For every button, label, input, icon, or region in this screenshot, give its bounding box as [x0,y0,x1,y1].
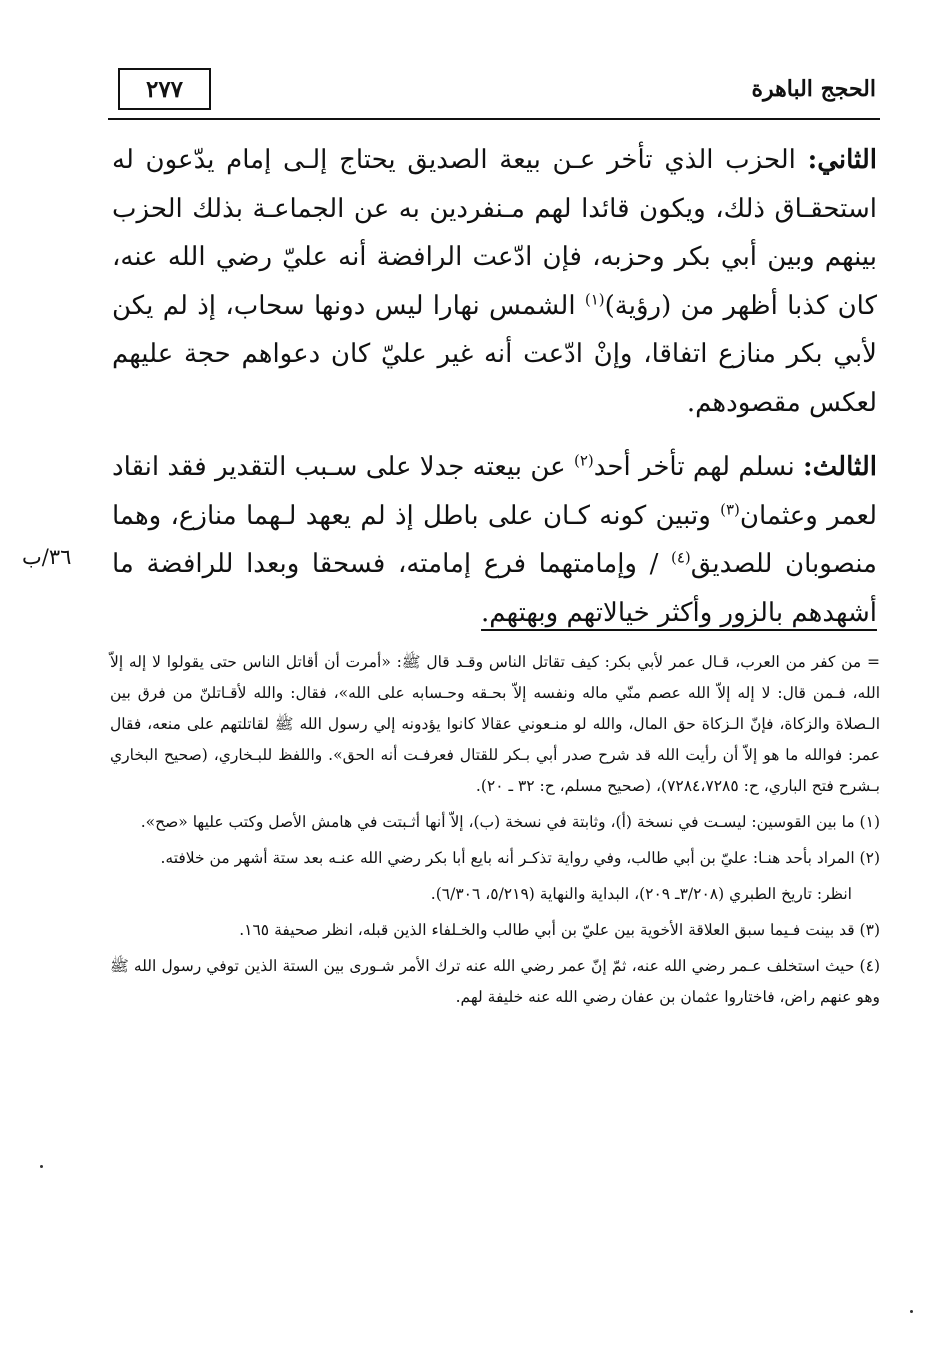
scan-speck [910,1310,913,1313]
paragraph-lead: الثاني: [807,145,878,175]
paragraph-second [112,136,877,427]
footnote-1: (١) ما بين القوسين: ليسـت في نسخة (أ)، وثابتة في نسخة (ب)، إلاّ أنها أثـبتت في هامش الأصل وكتب عليها «صح». [140,813,880,831]
footnote-2: (٢) المراد بأحد هنـا: عليّ بن أبي طالب، وفي رواية تذكـر أنه بايع أبا بكر رضي الله عنـه بعد ستة أشهر من خلافته. [160,849,880,867]
page-header [108,68,878,120]
footnote-ref: (١) [584,289,605,308]
paragraph-text: وتبين كونه كـان على باطل إذ لم يعهد لـهما منازع، وهما منصوبان للصديق [112,500,877,579]
paragraph-text: الشمس نهارا ليس دونها سحاب، إذ لم يكن لأبي بكر منازع اتفاقا، وإنْ ادّعت أنه غير عليّ كان دعواهم حجة عليهم لعكس مقصودهم. [112,290,877,418]
header-rule [108,118,880,120]
paragraph-text-underlined: أشهدهم بالزور وأكثر خيالاتهم وبهتهم. [481,597,877,628]
paragraph-text: نسلم لهم تأخر أحد [593,452,804,482]
footnote-4: (٤) حيث استخلف عـمر رضي الله عنه، ثمّ إنّ عمر رضي الله عنه ترك الأمر شـورى بين الستة الذين توفي رسول الله ﷺ وهو عنهم راض، فاختاروا عثمان بن عفان رضي الله عنه خليفة لهم. [110,957,880,1006]
footnote-ref: (٢) [573,451,594,470]
footnote-2-reference: انظر: تاريخ الطبري (٣/٢٠٨ـ ٢٠٩)، البداية والنهاية (٥/٢١٩، ٦/٣٠٦). [430,885,852,903]
paragraph-text: الحزب الذي تأخر عـن بيعة الصديق يحتاج إلـى إمام يدّعون له استحقـاق ذلك، ويكون قائدا لهم مـنفردين به عن الجماعـة بذلك الحزب بينهم وبين أبي بكر وحزبه، فإن ادّعت الرافضة أنه عليّ رضي الله عنه، كان كذبا أظهر من (رؤية) [112,145,877,321]
paragraph-lead: الثالث: [803,452,877,482]
footnotes [110,647,880,1018]
paragraph-text: عن بيعته جدلا على سـبب التقدير فقد انقاد لعمر وعثمان [112,452,877,531]
page-number: ٢٧٧ [118,68,211,110]
manuscript-folio-note: ٣٦/ب [22,545,72,569]
scan-speck [40,1165,43,1168]
footnote-ref: (٣) [720,499,740,518]
footnote-3: (٣) قد بينت فـيما سبق العلاقة الأخوية بين عليّ بن أبي طالب والخـلفاء الذين قبله، انظر صحيفة ١٦٥. [239,921,880,939]
main-text [112,136,877,637]
footnote-continuation: = من كفر من العرب، قـال عمر لأبي بكر: كيف تقاتل الناس وقـد قال ﷺ: «أمرت أن أقاتل الناس حتى يقولوا لا إله إلاّ الله، فـمن قال: لا إله إلاّ الله عصم منّي ماله ونفسه إلاّ بحـقه وحـسابه على الله»، فقال: والله لأقـاتلنّ من فرق بين الـصلاة والزكاة، فإنّ الـزكاة حق المال، والله لو منـعوني عقالا كانوا يؤدونه إلي رسول الله ﷺ لقاتلتهم على منعه، فقال عمر: فوالله ما هو إلاّ أن رأيت الله قد شرح صدر أبي بـكر للقتال فعرفـت أنه الحق». واللفظ للبـخاري، (صحيح البخاري بـشرح فتح الباري، ح: ٧٢٨٤،٧٢٨٥)، (صحيح مسلم، ح: ٣٢ ـ ٢٠). [110,653,880,795]
running-title: الحجج الباهرة [751,76,876,102]
footnote-ref: (٤) [670,548,691,567]
paragraph-text: / وإمامتهما فرع إمامته، فسحقا وبعدا للرافضة ما [112,549,671,579]
paragraph-third [112,443,877,637]
